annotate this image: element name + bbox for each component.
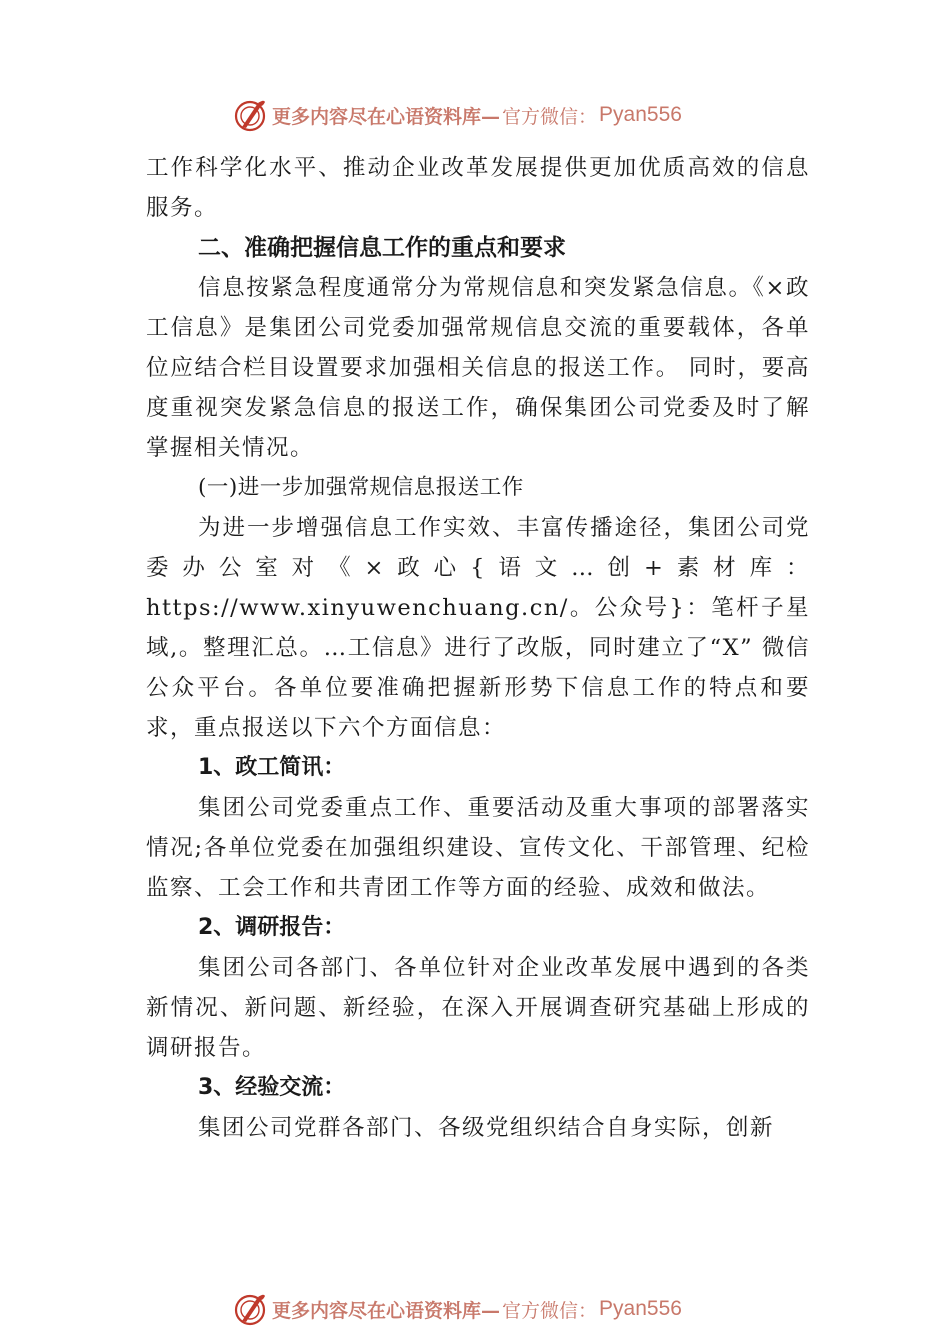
quill-logo-icon [232,97,268,133]
item-text-1: 集团公司党委重点工作、重要活动及重大事项的部署落实情况;各单位党委在加强组织建设、宣传文化、干部管理、纪检监察、工会工作和共青团工作等方面的经验、成效和做法。 [146,795,810,901]
footer-brand-text: 更多内容尽在心语资料库— [272,1299,501,1322]
item-heading-3: 3、经验交流： [198,1075,346,1100]
banner-wechat-label: 官方微信： [502,105,598,128]
paragraph-intro: 工作科学化水平、推动企业改革发展提供更加优质高效的信息服务。 [146,155,810,221]
item-heading-1: 1、政工简讯： [198,755,346,780]
item-heading-2: 2、调研报告： [198,915,346,940]
item-text-2: 集团公司各部门、各单位针对企业改革发展中遇到的各类新情况、新问题、新经验，在深入开展调查研究基础上形成的调研报告。 [146,955,810,1061]
paragraph-section: 信息按紧急程度通常分为常规信息和突发紧急信息。《×政工信息》是集团公司党委加强常规信息交流的重要载体，各单位应结合栏目设置要求加强相关信息的报送工作。 同时，要高度重视突发紧急信息的报送工作，确保集团公司党委及时了解掌握相关情况。 [146,275,810,461]
footer-wechat-label: 官方微信： [502,1299,598,1322]
paragraph-subsection: 为进一步增强信息工作实效、丰富传播途径，集团公司党委办公室对《×政心{语文…创+素材库：https://www.xinyuwenchuang.cn/。公众号}：笔杆子星域,。整理汇总。…工信息》进行了改版，同时建立了“X” 微信公众平台。各单位要准确把握新形势下信息工作的特点和要求，重点报送以下六个方面信息： [146,515,810,741]
quill-logo-icon [232,1291,268,1327]
footer-wechat-id: Pyan556 [599,1297,682,1320]
banner-wechat-id: Pyan556 [599,103,682,126]
footer-banner [232,1290,682,1328]
item-text-3: 集团公司党群各部门、各级党组织结合自身实际，创新 [198,1115,775,1141]
section-heading: 二、准确把握信息工作的重点和要求 [198,235,566,261]
subsection-heading: (一)进一步加强常规信息报送工作 [198,475,524,500]
header-banner [232,96,682,134]
banner-brand-text: 更多内容尽在心语资料库— [272,105,501,128]
document-body [146,148,810,1148]
